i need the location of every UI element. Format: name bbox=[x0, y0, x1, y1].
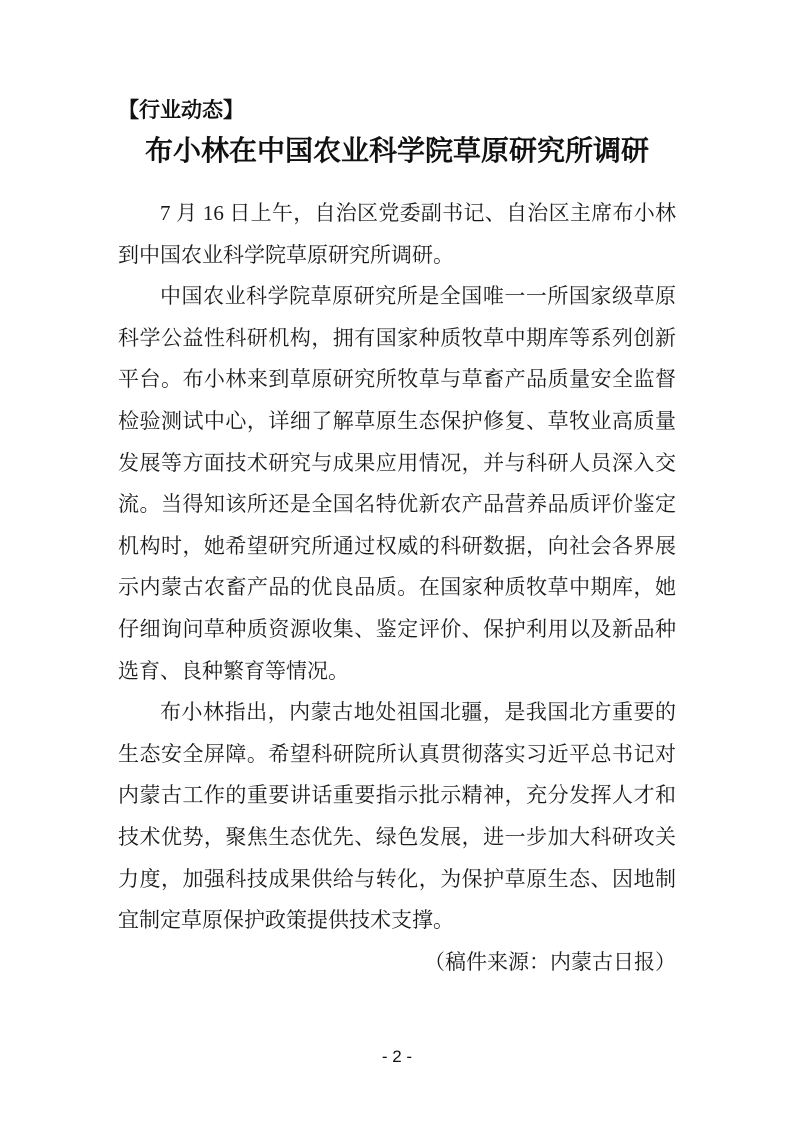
body-paragraph-3: 布小林指出，内蒙古地处祖国北疆，是我国北方重要的生态安全屏障。希望科研院所认真贯彻落实习近平总书记对内蒙古工作的重要讲话重要指示批示精神，充分发挥人才和技术优势，聚焦生态优先、绿色发展，进一步加大科研攻关力度，加强科技成果供给与转化，为保护草原生态、因地制宜制定草原保护政策提供技术支撑。 bbox=[118, 700, 676, 933]
body-paragraph-2: 中国农业科学院草原研究所是全国唯一一所国家级草原科学公益性科研机构，拥有国家种质牧草中期库等系列创新平台。布小林来到草原研究所牧草与草畜产品质量安全监督检验测试中心，详细了解草原生态保护修复、草牧业高质量发展等方面技术研究与成果应用情况，并与科研人员深入交流。当得知该所还是全国名特优新农产品营养品质评价鉴定机构时，她希望研究所通过权威的科研数据，向社会各界展示内蒙古农畜产品的优良品质。在国家种质牧草中期库，她仔细询问草种质资源收集、鉴定评价、保护利用以及新品种选育、良种繁育等情况。 bbox=[118, 284, 676, 683]
body-paragraph-1: 7 月 16 日上午，自治区党委副书记、自治区主席布小林到中国农业科学院草原研究所调研。 bbox=[118, 201, 676, 267]
page-content bbox=[118, 0, 676, 1122]
article-title: 布小林在中国农业科学院草原研究所调研 bbox=[144, 136, 649, 167]
source-attribution: （稿件来源：内蒙古日报） bbox=[424, 949, 676, 974]
page-number: - 2 - bbox=[381, 1047, 413, 1066]
section-heading: 【行业动态】 bbox=[118, 99, 244, 122]
article-body bbox=[118, 193, 676, 983]
